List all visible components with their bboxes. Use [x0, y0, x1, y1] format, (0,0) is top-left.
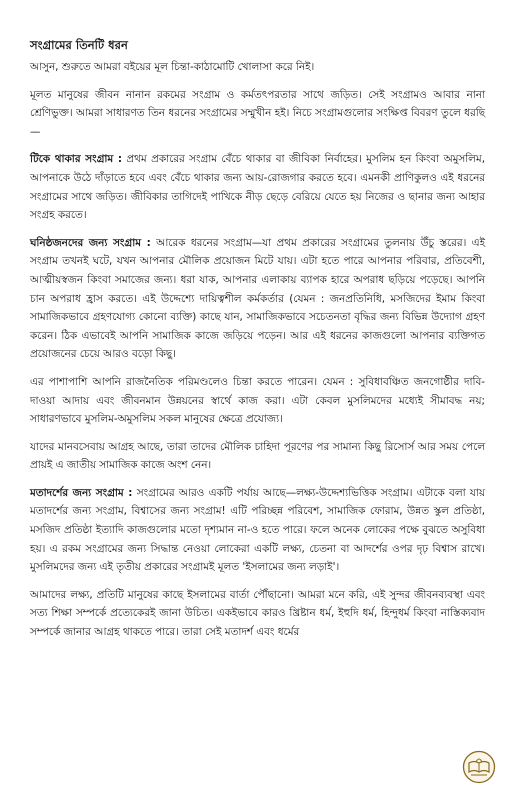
ideology-struggle-text: সংগ্রামের আরও একটি পর্যায় আছে—লক্ষ্য-উদ্দেশ্যভিত্তিক সংগ্রাম। এটাকে বলা যায় মতাদর্শের জন্য সংগ্রাম, বিশ্বাসের জন্য সংগ্রাম! এটি পরিচ্ছন্ন পরিবেশ, সামাজিক ফোরাম, উন্নত স্কুল প্রতিষ্ঠা, মসজিদ প্রতিষ্ঠা ইত্যাদি কাজগুলোর মতো দৃশ্যমান না-ও হতে পারে। ফলে অনেক লোকের পক্ষে বুঝতে অসুবিধা হয়। এ রকম সংগ্রামের জন্য সিদ্ধান্ত নেওয়া লোকেরা একটি লক্ষ্য, চেতনা বা আদর্শের ওপর দৃঢ় বিশ্বাস রাখে। মুসলিমদের জন্য এই তৃতীয় প্রকারের সংগ্রামই মূলত 'ইসলামের জন্য লড়াই'।: [30, 486, 485, 574]
open-book-icon: [462, 750, 496, 784]
survival-struggle-term: টিকে থাকার সংগ্রাম :: [30, 153, 123, 166]
survival-struggle-paragraph: [30, 150, 485, 224]
overview-paragraph: মূলত মানুষের জীবন নানান রকমের সংগ্রাম ও কর্মতৎপরতার সাথে জড়িত। সেই সংগ্রামও আবার নানা শ্রেণিভুক্ত। আমরা সাধারণত তিন ধরনের সংগ্রামের সম্মুখীন হই। নিচে সংগ্রামগুলোর সংক্ষিপ্ত বিবরণ তুলে ধরছি—: [30, 88, 485, 138]
close-ones-struggle-term: ঘনিষ্ঠজনদের জন্য সংগ্রাম :: [30, 236, 151, 249]
political-paragraph: এর পাশাপাশি আপনি রাজনৈতিক পরিমণ্ডলেও চিন্তা করতে পারেন। যেমন : সুবিধাবঞ্চিত জনগোষ্ঠীর দাবি-দাওয়া আদায় এবং জীবনমান উন্নয়নের স্বার্থে কাজ করা। এটা কেবল মুসলিমদের মধ্যেই সীমাবদ্ধ নয়; সাধারণভাবে মুসলিম-অমুসলিম সকল মানুষের ক্ষেত্রে প্রযোজ্য।: [30, 375, 485, 426]
close-ones-struggle-paragraph: [30, 234, 485, 364]
goal-paragraph: আমাদের লক্ষ্য, প্রতিটি মানুষের কাছে ইসলামের বার্তা পৌঁছানো। আমরা মনে করি, এই সুন্দর জীবনব্যবস্থা এবং সত্য শিক্ষা সম্পর্কে প্রত্যেকেরই জানা উচিত। একইভাবে কারও খ্রিষ্টান ধর্ম, ইহুদি ধর্ম, হিন্দুধর্ম কিংবা নাস্তিক্যবাদ সম্পর্কে জানার আগ্রহ থাকতে পারে। তারা সেই মতাদর্শ এবং ধর্মের: [30, 588, 485, 639]
ideology-struggle-paragraph: [30, 484, 485, 577]
service-paragraph: যাদের মানবসেবায় আগ্রহ আছে, তারা তাদের মৌলিক চাহিদা পূরণের পর সামান্য কিছু রিসোর্স আর সময় পেলে প্রায়ই এ জাতীয় সামাজিক কাজে অংশ নেন।: [30, 440, 485, 472]
close-ones-struggle-text: আরেক ধরনের সংগ্রাম—যা প্রথম প্রকারের সংগ্রামের তুলনায় উঁচু স্তরের। এই সংগ্রাম তখনই ঘটে, যখন আপনার মৌলিক প্রয়োজন মিটে যায়। এটা হতে পারে আপনার পরিবার, প্রতিবেশী, আত্মীয়স্বজন কিংবা সমাজের জন্য। ধরা যাক, আপনার এলাকায় ব্যাপক হারে অপরাধ ছড়িয়ে পড়েছে। আপনি চান অপরাধ হ্রাস করতে। এই উদ্দেশ্যে দায়িত্বশীল কর্মকর্তার (যেমন : জনপ্রতিনিধি, মসজিদের ইমাম কিংবা সামাজিকভাবে গ্রহণযোগ্য কোনো ব্যক্তি) কাছে যান, সামাজিকভাবে সচেতনতা বৃদ্ধির জন্য বিভিন্ন উদ্যোগ গ্রহণ করেন। ঠিক এভাবেই আপনি সামাজিক কাজে জড়িয়ে পড়েন। আর এই ধরনের কাজগুলো আপনার ব্যক্তিগত প্রয়োজনের চেয়ে আরও বড়ো কিছু।: [30, 236, 485, 361]
page-content: [30, 38, 485, 651]
ideology-struggle-term: মতাদর্শের জন্য সংগ্রাম :: [30, 486, 133, 499]
survival-struggle-text: প্রথম প্রকারের সংগ্রাম বেঁচে থাকার বা জীবিকা নির্বাহের। মুসলিম হন কিংবা অমুসলিম, আপনাকে উঠে দাঁড়াতে হবে এবং বেঁচে থাকার জন্য আয়-রোজগার করতে হবে। এমনকী প্রাণিকুলও এই ধরনের সংগ্রামের সাথে জড়িত। জীবিকার তাগিদেই পাখিকে নীড় ছেড়ে বেরিয়ে যেতে হয় নিজের ও ছানার জন্য আহার সংগ্রহ করতে।: [30, 153, 485, 222]
intro-paragraph: আসুন, শুরুতে আমরা বইয়ের মূল চিন্তা-কাঠামোটি খোলাসা করে নিই।: [30, 61, 315, 73]
page-title: সংগ্রামের তিনটি ধরন: [30, 38, 128, 52]
